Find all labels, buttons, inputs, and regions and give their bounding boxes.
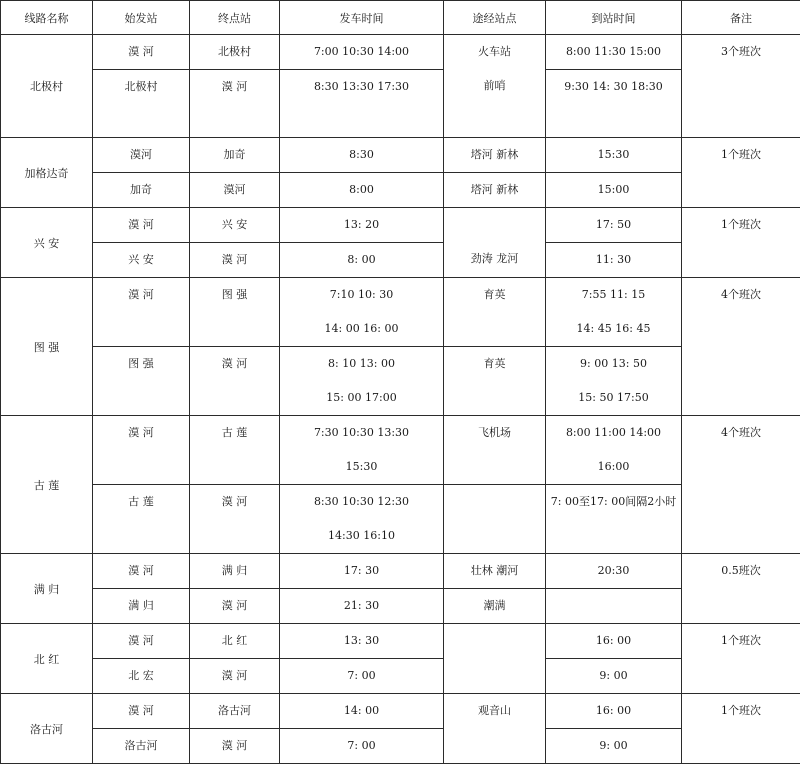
origin-cell (93, 278, 190, 347)
note-text: 4个班次 (682, 278, 800, 312)
via-cell-text: 潮满 (444, 589, 545, 623)
via-cell-text: 育英 (444, 278, 545, 312)
destination-cell (190, 243, 280, 278)
table-row (1, 729, 800, 764)
destination-cell (190, 208, 280, 243)
time-line: 11: 30 (546, 243, 681, 277)
time-line: 20:30 (546, 554, 681, 588)
origin-cell (93, 659, 190, 694)
departure-cell (280, 589, 444, 624)
header-via-stops: 途经站点 (444, 1, 546, 35)
time-line: 7:00 10:30 14:00 (280, 35, 443, 69)
arrival-cell (546, 347, 682, 416)
destination-cell-text: 加奇 (190, 138, 279, 172)
arrival-cell (546, 173, 682, 208)
arrival-cell (546, 624, 682, 659)
time-line: 8:00 (280, 173, 443, 207)
via-cell (444, 35, 546, 138)
time-line: 15: 00 17:00 (280, 381, 443, 415)
arrival-cell (546, 554, 682, 589)
destination-cell (190, 589, 280, 624)
time-line: 8: 10 13: 00 (280, 347, 443, 381)
destination-cell-text: 漠 河 (190, 70, 279, 104)
origin-cell-text: 兴 安 (93, 243, 189, 277)
destination-cell-text: 图 强 (190, 278, 279, 312)
note-cell (682, 554, 800, 624)
note-text: 1个班次 (682, 208, 800, 242)
note-text: 1个班次 (682, 694, 800, 728)
origin-cell-text: 漠 河 (93, 416, 189, 450)
arrival-cell (546, 729, 682, 764)
route-name: 满 归 (34, 583, 60, 596)
destination-cell (190, 416, 280, 485)
note-text: 0.5班次 (682, 554, 800, 588)
departure-cell (280, 729, 444, 764)
table-row (1, 554, 800, 589)
origin-cell-text: 洛古河 (93, 729, 189, 763)
route-name-cell (1, 138, 93, 208)
table-row (1, 694, 800, 729)
origin-cell (93, 624, 190, 659)
time-line: 7:55 11: 15 (546, 278, 681, 312)
via-cell (444, 554, 546, 589)
route-name-cell (1, 416, 93, 554)
destination-cell (190, 485, 280, 554)
time-line: 8:00 11:30 15:00 (546, 35, 681, 69)
table-row (1, 416, 800, 485)
time-line: 7: 00至17: 00间隔2小时 (546, 485, 681, 519)
header-arrival-time: 到站时间 (546, 1, 682, 35)
destination-cell-text: 古 莲 (190, 416, 279, 450)
time-line: 9:30 14: 30 18:30 (546, 70, 681, 104)
destination-cell-text: 漠河 (190, 173, 279, 207)
destination-cell-text: 北 红 (190, 624, 279, 658)
time-line: 8:30 13:30 17:30 (280, 70, 443, 104)
destination-cell-text: 满 归 (190, 554, 279, 588)
via-cell (444, 347, 546, 416)
origin-cell (93, 416, 190, 485)
arrival-cell (546, 659, 682, 694)
time-line: 8:30 (280, 138, 443, 172)
time-line: 9: 00 13: 50 (546, 347, 681, 381)
origin-cell-text: 北 宏 (93, 659, 189, 693)
origin-cell-text: 加奇 (93, 173, 189, 207)
destination-cell-text: 漠 河 (190, 589, 279, 623)
origin-cell-text: 古 莲 (93, 485, 189, 519)
destination-cell (190, 278, 280, 347)
origin-cell (93, 35, 190, 70)
time-line: 16:00 (546, 450, 681, 484)
destination-cell-text: 洛古河 (190, 694, 279, 728)
destination-cell (190, 35, 280, 70)
table-row (1, 624, 800, 659)
origin-cell (93, 729, 190, 764)
route-name-cell (1, 208, 93, 278)
time-line: 21: 30 (280, 589, 443, 623)
destination-cell (190, 624, 280, 659)
time-line: 15:30 (546, 138, 681, 172)
via-stop: 火车站 (444, 35, 545, 69)
time-line: 8: 00 (280, 243, 443, 277)
destination-cell-text: 漠 河 (190, 243, 279, 277)
table-row (1, 347, 800, 416)
origin-cell-text: 漠 河 (93, 554, 189, 588)
departure-cell (280, 70, 444, 138)
destination-cell (190, 70, 280, 138)
header-route-name: 线路名称 (1, 1, 93, 35)
destination-cell (190, 138, 280, 173)
header-destination: 终点站 (190, 1, 280, 35)
departure-cell (280, 138, 444, 173)
route-name: 古 莲 (34, 479, 60, 492)
departure-cell (280, 173, 444, 208)
header-departure-time: 发车时间 (280, 1, 444, 35)
time-line: 9: 00 (546, 659, 681, 693)
departure-cell (280, 243, 444, 278)
route-name-cell (1, 35, 93, 138)
note-cell (682, 416, 800, 554)
origin-cell (93, 347, 190, 416)
arrival-cell (546, 70, 682, 138)
route-name: 加格达奇 (25, 167, 69, 180)
arrival-cell (546, 416, 682, 485)
time-line: 17: 30 (280, 554, 443, 588)
via-cell (444, 589, 546, 624)
arrival-cell (546, 208, 682, 243)
time-line: 16: 00 (546, 694, 681, 728)
schedule-body (1, 35, 800, 764)
departure-cell (280, 554, 444, 589)
note-text: 4个班次 (682, 416, 800, 450)
origin-cell (93, 173, 190, 208)
origin-cell-text: 漠 河 (93, 694, 189, 728)
via-cell (444, 485, 546, 554)
arrival-cell (546, 589, 682, 624)
via-cell-text (444, 485, 545, 519)
destination-cell (190, 694, 280, 729)
time-line: 7:30 10:30 13:30 (280, 416, 443, 450)
time-line: 16: 00 (546, 624, 681, 658)
time-line: 14: 45 16: 45 (546, 312, 681, 346)
table-row (1, 659, 800, 694)
table-row (1, 35, 800, 70)
via-cell-text: 壮林 潮河 (444, 554, 545, 588)
destination-cell-text: 漠 河 (190, 347, 279, 381)
via-cell (444, 624, 546, 694)
time-line: 13: 30 (280, 624, 443, 658)
arrival-cell (546, 278, 682, 347)
table-row (1, 138, 800, 173)
origin-cell (93, 138, 190, 173)
via-stop: 观音山 (444, 694, 545, 728)
time-line: 15:30 (280, 450, 443, 484)
header-notes: 备注 (682, 1, 800, 35)
header-origin: 始发站 (93, 1, 190, 35)
via-stop (444, 728, 545, 762)
origin-cell (93, 554, 190, 589)
time-line: 17: 50 (546, 208, 681, 242)
note-cell (682, 694, 800, 764)
arrival-cell (546, 35, 682, 70)
origin-cell-text: 满 归 (93, 589, 189, 623)
departure-cell (280, 624, 444, 659)
time-line: 9: 00 (546, 729, 681, 763)
departure-cell (280, 485, 444, 554)
departure-cell (280, 278, 444, 347)
destination-cell-text: 北极村 (190, 35, 279, 69)
note-cell (682, 624, 800, 694)
via-cell (444, 138, 546, 173)
arrival-cell (546, 485, 682, 554)
via-stop (444, 658, 545, 692)
via-cell (444, 416, 546, 485)
via-stop (444, 624, 545, 658)
destination-cell-text: 兴 安 (190, 208, 279, 242)
time-line: 15: 50 17:50 (546, 381, 681, 415)
departure-cell (280, 347, 444, 416)
arrival-cell (546, 243, 682, 278)
route-name: 洛古河 (30, 723, 63, 736)
route-name-cell (1, 694, 93, 764)
destination-cell (190, 554, 280, 589)
origin-cell (93, 243, 190, 278)
table-row (1, 589, 800, 624)
note-text: 1个班次 (682, 624, 800, 658)
destination-cell (190, 173, 280, 208)
time-line: 14:30 16:10 (280, 519, 443, 553)
departure-cell (280, 659, 444, 694)
table-row (1, 70, 800, 138)
time-line: 8:00 11:00 14:00 (546, 416, 681, 450)
time-line: 14: 00 (280, 694, 443, 728)
via-cell (444, 173, 546, 208)
origin-cell (93, 70, 190, 138)
route-name-cell (1, 278, 93, 416)
via-cell-text: 育英 (444, 347, 545, 381)
route-name-cell (1, 624, 93, 694)
via-cell (444, 208, 546, 278)
table-row (1, 278, 800, 347)
time-line: 8:30 10:30 12:30 (280, 485, 443, 519)
via-cell-text: 塔河 新林 (444, 173, 545, 207)
time-line (546, 589, 681, 623)
origin-cell-text: 北极村 (93, 70, 189, 104)
time-line: 7: 00 (280, 659, 443, 693)
via-cell-text: 塔河 新林 (444, 138, 545, 172)
time-line: 7:10 10: 30 (280, 278, 443, 312)
note-text: 3个班次 (682, 35, 800, 69)
via-cell (444, 694, 546, 764)
destination-cell-text: 漠 河 (190, 485, 279, 519)
note-cell (682, 138, 800, 208)
time-line: 13: 20 (280, 208, 443, 242)
origin-cell (93, 208, 190, 243)
origin-cell-text: 漠 河 (93, 208, 189, 242)
note-cell (682, 278, 800, 416)
departure-cell (280, 416, 444, 485)
note-cell (682, 208, 800, 278)
departure-cell (280, 208, 444, 243)
destination-cell-text: 漠 河 (190, 729, 279, 763)
table-row (1, 208, 800, 243)
note-text: 1个班次 (682, 138, 800, 172)
via-stop (444, 208, 545, 242)
arrival-cell (546, 694, 682, 729)
origin-cell (93, 694, 190, 729)
origin-cell-text: 漠 河 (93, 624, 189, 658)
via-cell (444, 278, 546, 347)
origin-cell-text: 漠 河 (93, 35, 189, 69)
arrival-cell (546, 138, 682, 173)
note-cell (682, 35, 800, 138)
route-name-cell (1, 554, 93, 624)
origin-cell (93, 589, 190, 624)
time-line: 7: 00 (280, 729, 443, 763)
origin-cell-text: 漠 河 (93, 278, 189, 312)
destination-cell (190, 729, 280, 764)
via-stop: 劲涛 龙河 (444, 242, 545, 276)
origin-cell (93, 485, 190, 554)
destination-cell-text: 漠 河 (190, 659, 279, 693)
table-row (1, 485, 800, 554)
table-row (1, 243, 800, 278)
route-name: 北极村 (30, 80, 63, 93)
route-name: 北 红 (34, 653, 60, 666)
via-cell-text: 飞机场 (444, 416, 545, 450)
route-name: 图 强 (34, 341, 60, 354)
via-stop: 前哨 (444, 69, 545, 103)
destination-cell (190, 347, 280, 416)
route-name: 兴 安 (34, 237, 60, 250)
departure-cell (280, 35, 444, 70)
time-line: 15:00 (546, 173, 681, 207)
table-row (1, 173, 800, 208)
departure-cell (280, 694, 444, 729)
time-line: 14: 00 16: 00 (280, 312, 443, 346)
destination-cell (190, 659, 280, 694)
header-row (1, 1, 800, 35)
origin-cell-text: 图 强 (93, 347, 189, 381)
origin-cell-text: 漠河 (93, 138, 189, 172)
